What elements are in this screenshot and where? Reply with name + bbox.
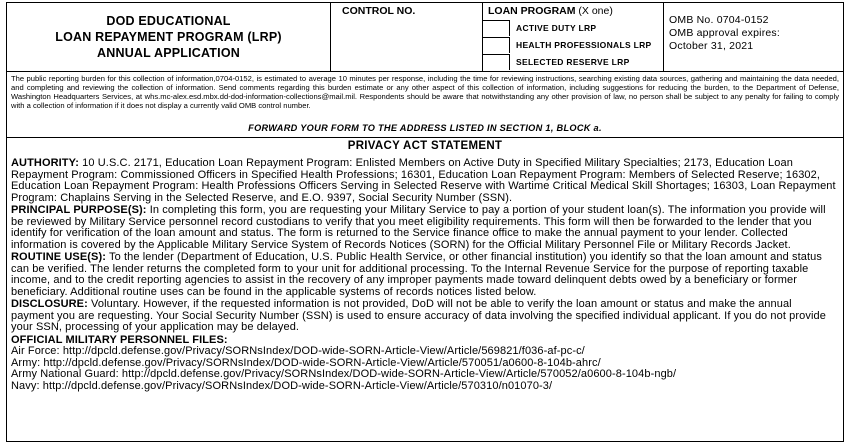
privacy-act-statement <box>11 158 837 392</box>
loan-repayment-form <box>6 2 844 442</box>
option-selected-reserve-lrp <box>483 54 663 71</box>
authority-label: AUTHORITY: <box>11 157 80 169</box>
personnel-files-heading: OFFICIAL MILITARY PERSONNEL FILES: <box>11 333 228 346</box>
selected-reserve-label: SELECTED RESERVE LRP <box>516 57 630 67</box>
option-health-professionals-lrp <box>483 37 663 54</box>
loan-program-selector <box>483 3 664 71</box>
active-duty-checkbox[interactable] <box>483 20 510 36</box>
omb-expires-date: October 31, 2021 <box>669 40 754 52</box>
authority-paragraph <box>11 158 837 204</box>
loan-program-instruction: (X one) <box>578 5 613 17</box>
purpose-text: In completing this form, you are requesting your Military Service to pay a portion of your student loan(s). The information you provide will be reviewed by Military Service personnel record custodians to verify that you meet eligibility requirements. This form will then be forwarded to the lender that you identify for verification of the loan amount and status. The form is returned to the Service finance office to make the annual payment to your lender. Collected information is covered by the Applicable Military Service System of Records Notices (SORN) for the Official Military Personnel File or Military Records Jacket. <box>11 204 826 251</box>
authority-text: 10 U.S.C. 2171, Education Loan Repayment Program: Enlisted Members on Active Duty in Specified Military Specialties; 2173, Education Loan Repayment Program: Commissioned Officers in Specified Health Professions; 16301, Education Loan Repayment Program: Members of Selected Reserve; 16302, Education Loan Repayment Program: Health Professions Officers Serving in Selected Reserve with Wartime Critical Medical Skill Shortages; 16303, Loan Repayment Program: Chaplains Serving in the Selected Reserve, and E.O. 9397, Social Security Number (SSN). <box>11 157 836 204</box>
omb-info <box>669 14 839 53</box>
form-title-line-3: ANNUAL APPLICATION <box>97 46 240 60</box>
routine-use-paragraph <box>11 252 837 298</box>
disclosure-paragraph <box>11 299 837 334</box>
routine-use-label: ROUTINE USE(S): <box>11 251 106 263</box>
forward-notice: FORWARD YOUR FORM TO THE ADDRESS LISTED IN SECTION 1, BLOCK a. <box>248 123 602 133</box>
health-professionals-label: HEALTH PROFESSIONALS LRP <box>516 40 652 50</box>
omb-number: OMB No. 0704-0152 <box>669 14 769 26</box>
control-number-label: CONTROL NO. <box>342 5 416 17</box>
disclosure-text: Voluntary. However, if the requested information is not provided, DoD will not be able to verify the loan amount or status and make the annual payment you are requesting. Your Social Security Number (SSN) is used to ensure accuracy of data involving the specified individual applicant. If you do not provide your SSN, processing of your application may be delayed. <box>11 298 826 333</box>
loan-program-label: LOAN PROGRAM (X one) <box>488 5 613 17</box>
disclosure-label: DISCLOSURE: <box>11 298 88 310</box>
file-link-army-national-guard[interactable]: Army National Guard: http://dpcld.defense.gov/Privacy/SORNsIndex/DOD-wide-SORN-Article-View/Article/570052/a0600-8-104b-ngb/ <box>11 368 677 380</box>
form-title-line-1: DOD EDUCATIONAL <box>106 14 231 28</box>
file-link-air-force[interactable]: Air Force: http://dpcld.defense.gov/Privacy/SORNsIndex/DOD-wide-SORN-Article-View/Article/569821/f036-af-pc-c/ <box>11 345 585 357</box>
option-active-duty-lrp <box>483 20 663 37</box>
active-duty-label: ACTIVE DUTY LRP <box>516 23 597 33</box>
privacy-act-heading: PRIVACY ACT STATEMENT <box>347 140 503 152</box>
personnel-files-list <box>11 335 837 393</box>
control-number-field[interactable] <box>331 3 483 71</box>
section-divider <box>7 137 843 138</box>
purpose-label: PRINCIPAL PURPOSE(S): <box>11 204 147 216</box>
form-title <box>7 3 331 71</box>
omb-expires-label: OMB approval expires: <box>669 27 780 39</box>
health-professionals-checkbox[interactable] <box>483 37 510 53</box>
purpose-paragraph <box>11 205 837 251</box>
routine-use-text: To the lender (Department of Education, U.S. Public Health Service, or other financial institution) you identify so that the loan amount and status can be verified. The lender returns the completed form to your unit for additional processing. To the Internal Revenue Service for the purpose of reporting taxable income, and to the credit reporting agencies to assist in the recovery of any improper payments made toward delinquent debts owed by a beneficiary or former beneficiary. Additional routine uses can be found in the applicable systems of records notices listed below. <box>11 251 822 298</box>
file-link-navy[interactable]: Navy: http://dpcld.defense.gov/Privacy/SORNsIndex/DOD-wide-SORN-Article-View/Article/570310/n01070-3/ <box>11 379 553 392</box>
file-link-army[interactable]: Army: http://dpcld.defense.gov/Privacy/SORNsIndex/DOD-wide-SORN-Article-View/Article/570051/a0600-8-104b-ahrc/ <box>11 356 601 369</box>
form-title-line-2: LOAN REPAYMENT PROGRAM (LRP) <box>55 30 282 44</box>
selected-reserve-checkbox[interactable] <box>483 54 510 70</box>
form-header <box>7 3 843 72</box>
burden-statement: The public reporting burden for this collection of information,0704-0152, is estimated to average 10 minutes per response, including the time for reviewing instructions, searching existing data sources, gathering and maintaining the data needed, and completing and reviewing the collection of information. Send comments regarding this burden estimate or any other aspect of this collection of information, including suggestions for reducing the burden, to the Department of Defense, Washington Headquarters Services, at whs.mc-alex.esd.mbx.dd-dod-information-collections@mail.mil. Respondents should be aware that notwithstanding any other provision of law, no person shall be subject to any penalty for failing to comply with a collection of information if it does not display a currently valid OMB control number. <box>11 74 839 110</box>
